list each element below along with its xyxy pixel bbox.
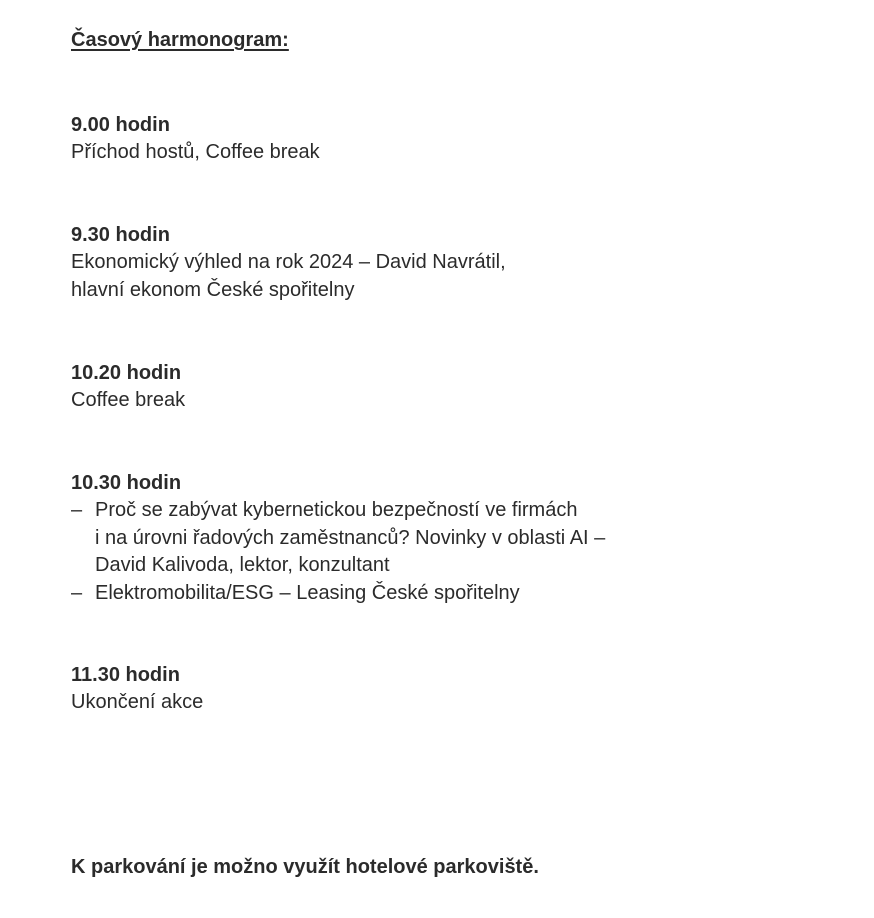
list-item-line: Proč se zabývat kybernetickou bezpečností ve firmách: [95, 499, 578, 521]
schedule-item-1030: [71, 470, 831, 607]
dash-bullet: –: [71, 581, 83, 604]
schedule-description: Ekonomický výhled na rok 2024 – David Navrátil,: [71, 251, 506, 273]
schedule-bullet-list: [71, 497, 831, 607]
list-item-line: Elektromobilita/ESG – Leasing České spořitelny: [95, 581, 520, 604]
schedule-description: Ukončení akce: [71, 691, 204, 713]
schedule-time: 11.30 hodin: [71, 664, 180, 686]
schedule-item-0900: [71, 112, 831, 167]
schedule-item-0930: [71, 222, 831, 304]
schedule-time: 9.30 hodin: [71, 224, 170, 246]
schedule-item-1130: [71, 662, 831, 717]
dash-bullet: –: [71, 499, 83, 521]
list-item: [71, 580, 831, 608]
schedule-description: Příchod hostů, Coffee break: [71, 141, 320, 163]
schedule-item-1020: [71, 360, 831, 415]
schedule-description: Coffee break: [71, 389, 186, 411]
schedule-time: 9.00 hodin: [71, 114, 170, 136]
schedule-time: 10.30 hodin: [71, 472, 182, 494]
page-title: Časový harmonogram:: [71, 29, 289, 51]
list-item-line: i na úrovni řadových zaměstnanců? Novinky v oblasti AI –: [95, 526, 606, 549]
parking-note: K parkování je možno využít hotelové parkoviště.: [71, 856, 539, 878]
list-item-line: David Kalivoda, lektor, konzultant: [95, 554, 390, 576]
list-item: [71, 497, 831, 580]
schedule-description: hlavní ekonom České spořitelny: [71, 278, 355, 301]
schedule-time: 10.20 hodin: [71, 362, 182, 384]
